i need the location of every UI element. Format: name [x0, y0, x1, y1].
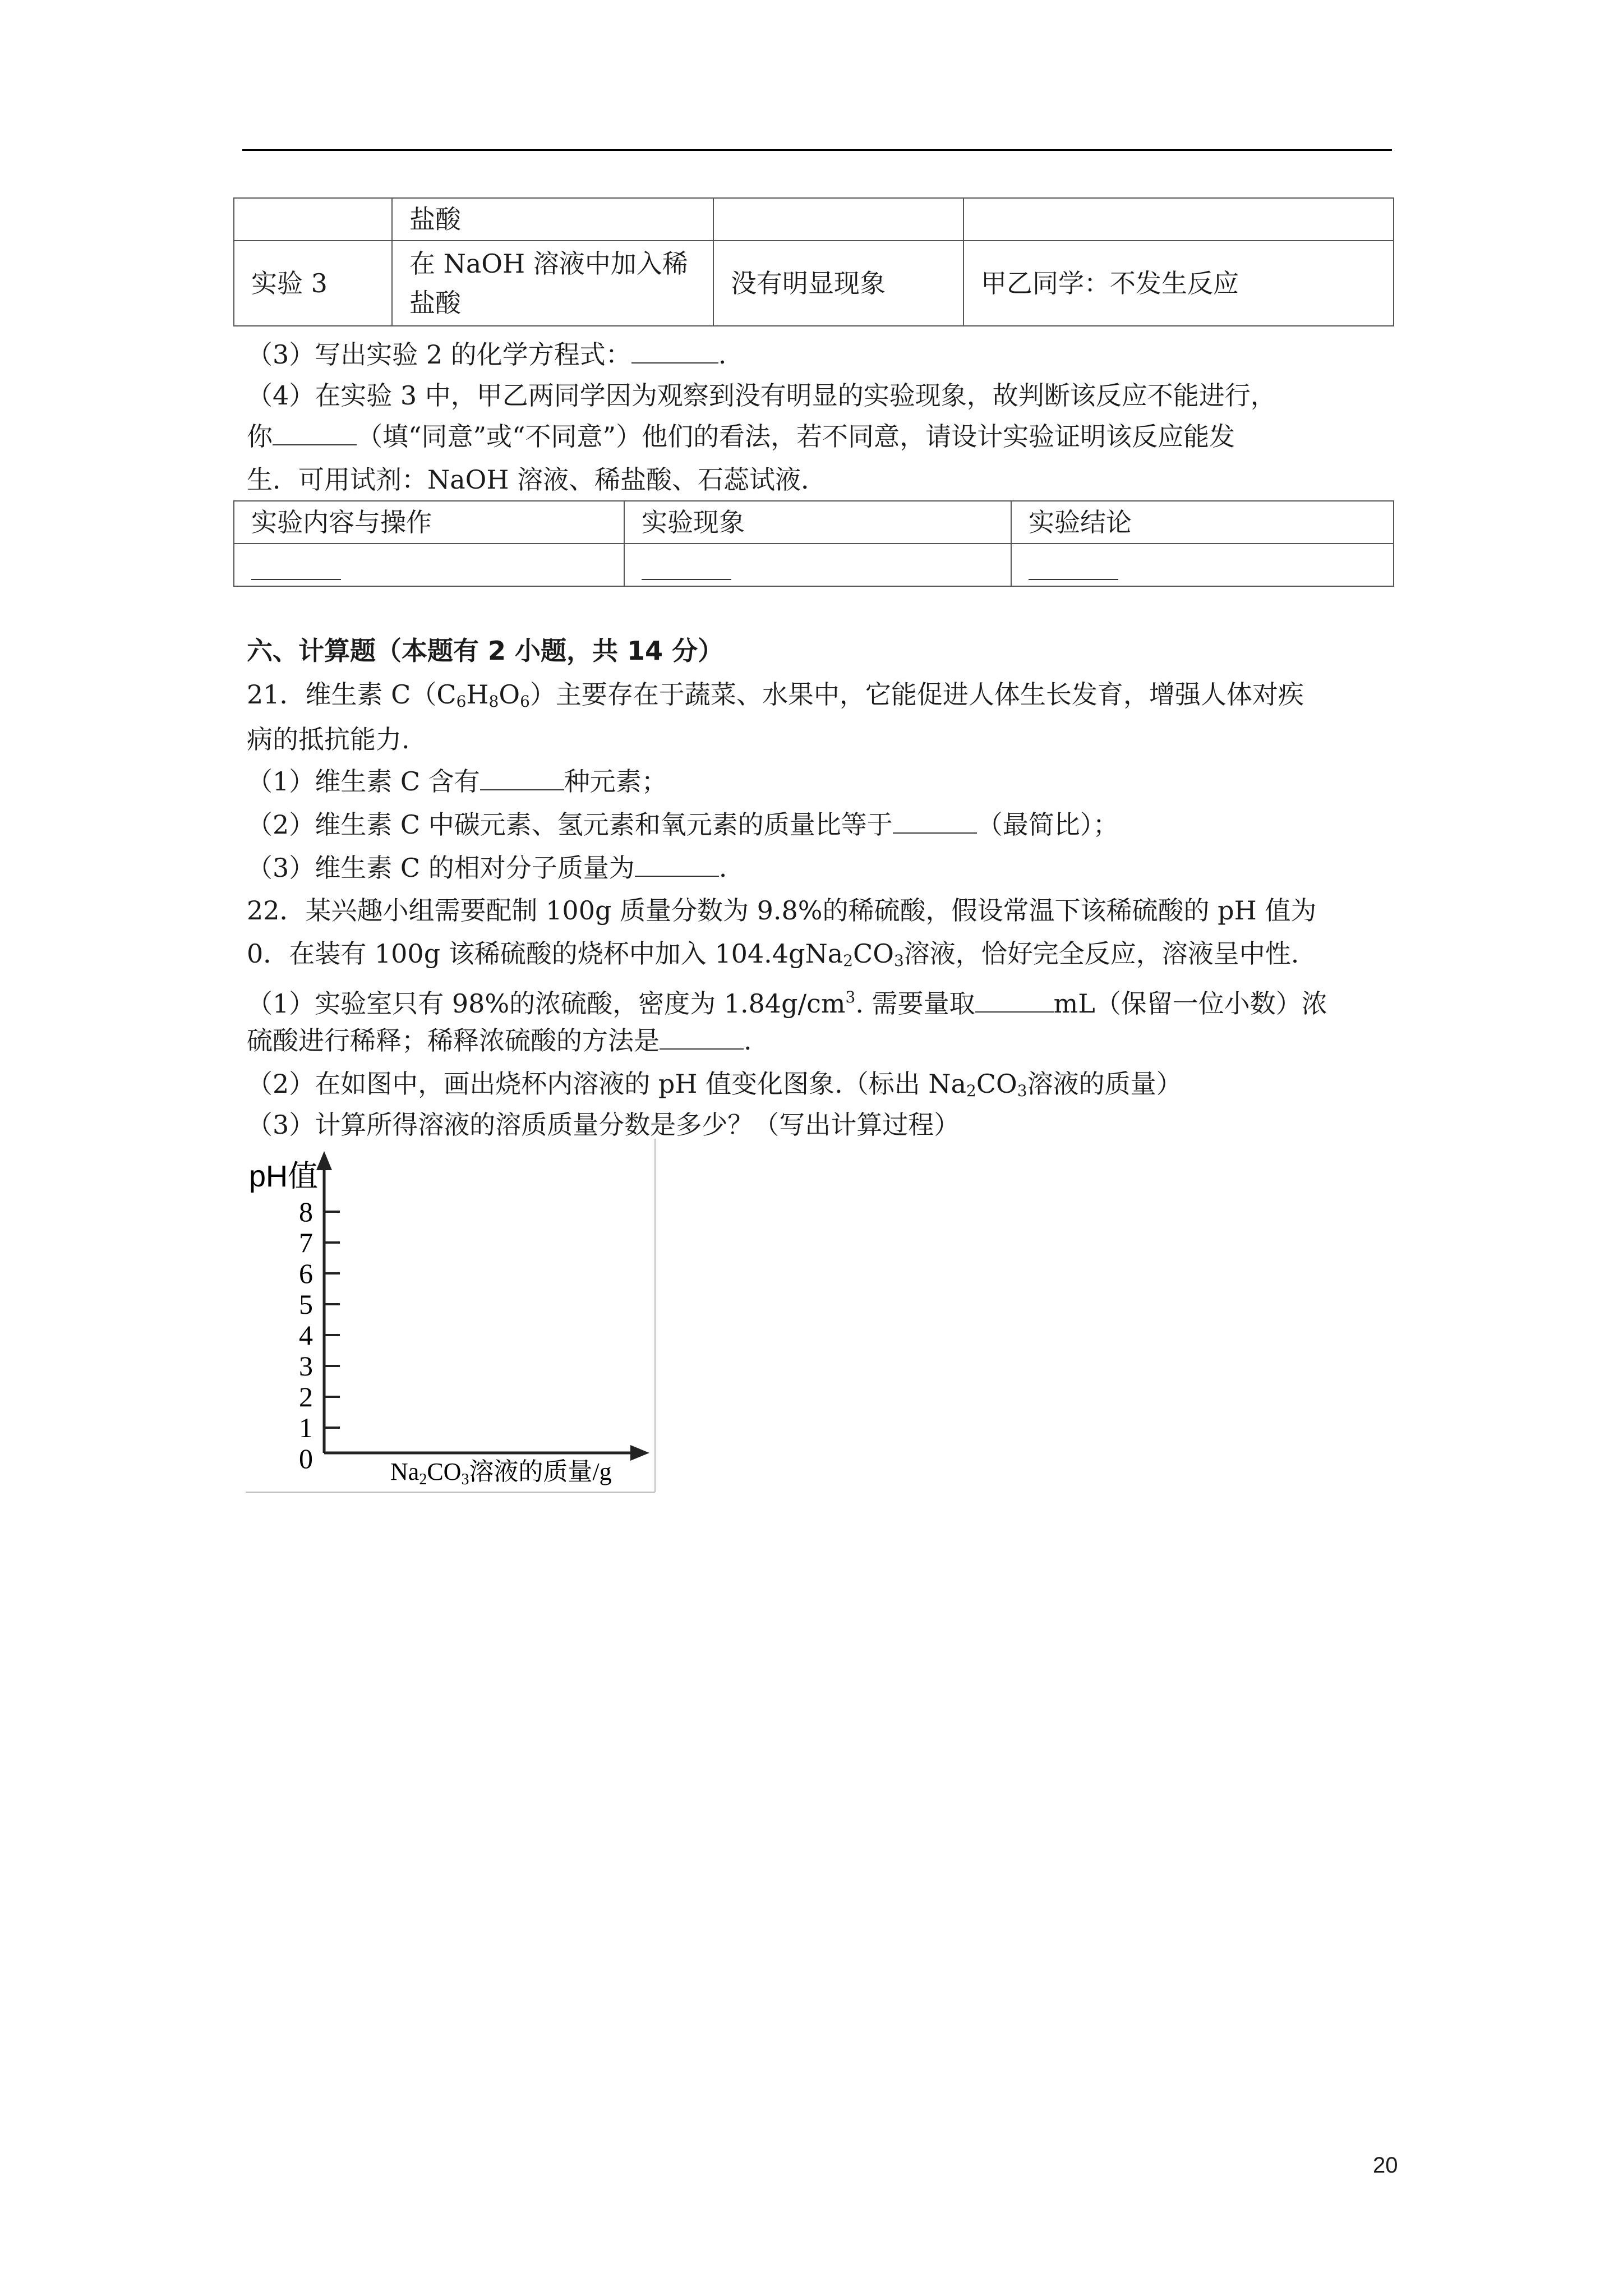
table-cell [1011, 544, 1394, 586]
q22-text: . 需要量取 [855, 988, 975, 1019]
table-cell [624, 544, 1011, 586]
subscript: 3 [1017, 1082, 1027, 1100]
cell-line: 盐酸 [409, 288, 461, 318]
q21-text: O [499, 679, 520, 710]
q21-text: ）主要存在于蔬菜、水果中，它能促进人体生长发育，增强人体对疾 [529, 679, 1304, 710]
table-cell: 甲乙同学：不发生反应 [963, 241, 1394, 326]
q21-text: （最简比）； [976, 809, 1119, 840]
experiment-design-table [233, 500, 1394, 587]
q22-text: 0．在装有 100g 该稀硫酸的烧杯中加入 104.4gNa [247, 938, 843, 969]
question-21-part3 [247, 845, 727, 890]
table-cell: 实验 3 [234, 241, 392, 326]
y-tick-label: 7 [299, 1227, 313, 1258]
q3-text: （3）写出实验 2 的化学方程式： [247, 339, 631, 370]
y-tick-label: 6 [299, 1258, 313, 1289]
experiment-table [233, 197, 1394, 326]
q21-text: （1）维生素 C 含有 [247, 766, 480, 797]
table-cell [963, 198, 1394, 241]
q22-text: （1）实验室只有 98%的浓硫酸，密度为 1.84g/cm [247, 988, 846, 1019]
q22-text: . [744, 1025, 752, 1056]
question-22-part1-line2 [247, 1018, 752, 1063]
question-22-part3: （3）计算所得溶液的溶质质量分数是多少？（写出计算过程） [247, 1110, 960, 1140]
answer-blank [480, 789, 564, 790]
q22-text: 溶液，恰好完全反应，溶液呈中性. [903, 938, 1299, 969]
subscript: 8 [488, 692, 499, 711]
q22-text: （2）在如图中，画出烧杯内溶液的 pH 值变化图象.（标出 Na [247, 1069, 966, 1099]
q22-text: 溶液的质量） [1027, 1069, 1182, 1099]
y-tick-label: 3 [299, 1350, 313, 1382]
q22-text: CO [853, 938, 894, 969]
table-cell [234, 544, 624, 586]
y-ticks [299, 1196, 340, 1474]
q4-text: （填“同意”或“不同意”）他们的看法，若不同意，请设计实验证明该反应能发 [357, 421, 1235, 452]
table-header: 实验结论 [1011, 501, 1394, 544]
y-tick-label: 0 [299, 1443, 313, 1474]
page-number: 20 [1373, 2153, 1398, 2178]
answer-blank [635, 876, 719, 877]
y-tick-label: 8 [299, 1196, 313, 1227]
section-title: 六、计算题（本题有 2 小题，共 14 分） [247, 636, 724, 666]
y-axis-label: pH值 [249, 1159, 319, 1193]
question-4-line3: 生．可用试剂：NaOH 溶液、稀盐酸、石蕊试液． [247, 464, 827, 495]
answer-blank [975, 1011, 1054, 1013]
table-cell: 盐酸 [392, 198, 713, 241]
question-4-line2 [247, 414, 1235, 459]
question-22-line1: 22．某兴趣小组需要配制 100g 质量分数为 9.8%的稀硫酸，假设常温下该稀硫酸的 pH 值为 [247, 895, 1317, 926]
q4-text: 你 [247, 421, 273, 452]
q22-text: 硫酸进行稀释；稀释浓硫酸的方法是 [247, 1025, 660, 1056]
q3-end: . [718, 339, 727, 370]
question-21-part1 [247, 759, 667, 804]
table-header-row [234, 501, 1394, 544]
cell-line: 在 NaOH 溶液中加入稀 [409, 249, 688, 279]
subscript: 2 [843, 951, 854, 970]
q22-text: mL（保留一位小数）浓 [1053, 988, 1327, 1019]
y-tick-label: 1 [299, 1412, 313, 1443]
x-axis-arrow [630, 1445, 649, 1461]
table-header: 实验内容与操作 [234, 501, 624, 544]
q21-text: . [718, 853, 727, 883]
q21-text: 种元素； [564, 766, 667, 797]
ph-graph [246, 1139, 666, 1503]
question-21-line2: 病的抵抗能力. [247, 724, 410, 754]
subscript: 6 [520, 692, 530, 711]
table-cell [713, 198, 963, 241]
y-tick-label: 5 [299, 1289, 313, 1320]
answer-blank [893, 832, 977, 834]
table-row [234, 241, 1394, 326]
answer-blank [631, 362, 718, 364]
y-tick-label: 4 [299, 1319, 313, 1351]
table-row [234, 198, 1394, 241]
answer-blank [660, 1048, 744, 1050]
answer-blank [1029, 554, 1118, 580]
subscript: 2 [966, 1082, 976, 1100]
subscript: 6 [456, 692, 467, 711]
table-header: 实验现象 [624, 501, 1011, 544]
header-rule [242, 149, 1392, 151]
q22-text: CO [976, 1069, 1017, 1099]
q21-text: H [466, 679, 489, 710]
x-axis-label: Na2CO3溶液的质量/g [390, 1458, 612, 1488]
table-cell [392, 241, 713, 326]
table-row [234, 544, 1394, 586]
answer-blank [642, 554, 731, 580]
superscript: 3 [845, 988, 856, 1006]
question-4-line1: （4）在实验 3 中，甲乙两同学因为观察到没有明显的实验现象，故判断该反应不能进行， [247, 380, 1276, 411]
answer-blank [273, 444, 357, 445]
y-axis-arrow [316, 1151, 332, 1170]
y-tick-label: 2 [299, 1381, 313, 1412]
table-cell: 没有明显现象 [713, 241, 963, 326]
q21-text: 21．维生素 C（C [247, 679, 457, 710]
q21-text: （2）维生素 C 中碳元素、氢元素和氧元素的质量比等于 [247, 809, 893, 840]
question-21-part2 [247, 802, 1119, 847]
table-cell [234, 198, 392, 241]
subscript: 3 [893, 951, 904, 970]
answer-blank [251, 554, 341, 580]
question-3 [247, 332, 726, 377]
q21-text: （3）维生素 C 的相对分子质量为 [247, 853, 635, 883]
